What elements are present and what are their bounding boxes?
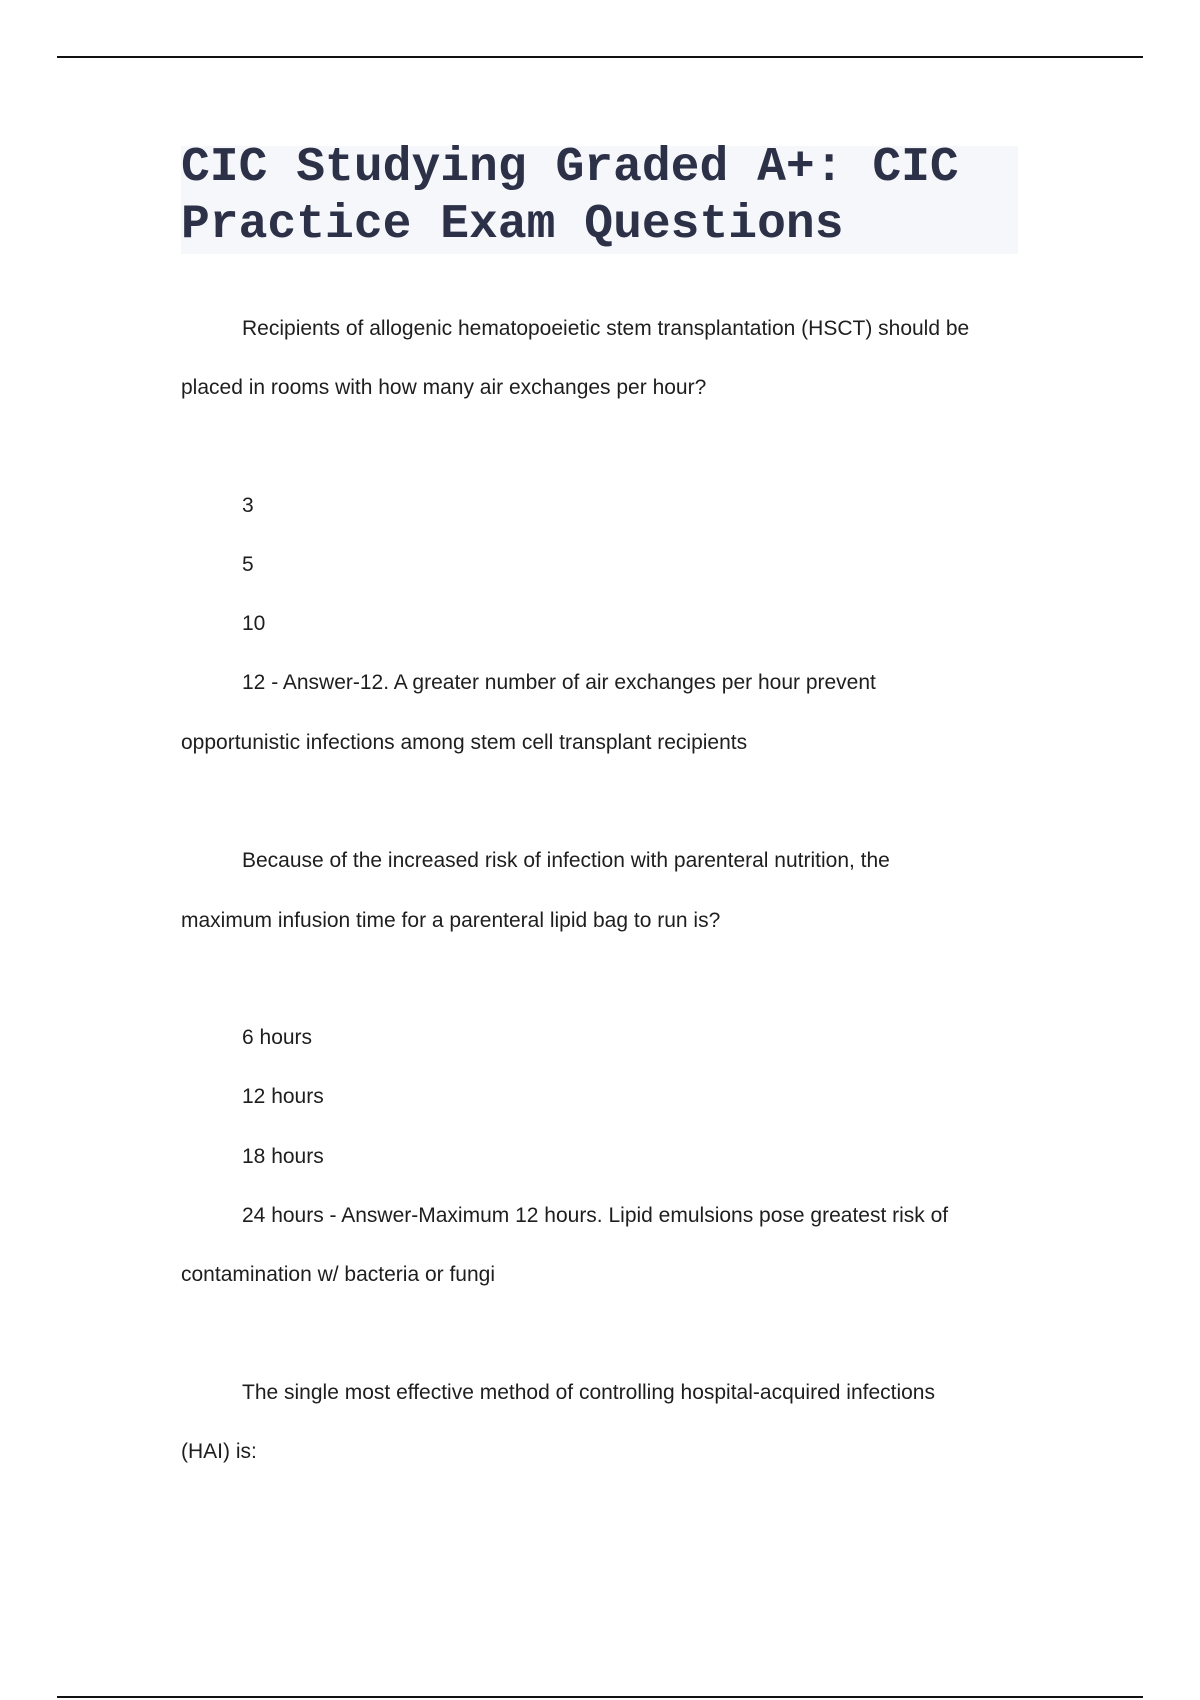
question-1-option-3: 10 bbox=[242, 612, 266, 635]
question-3-prompt-line-2: (HAI) is: bbox=[181, 1440, 257, 1463]
question-3-prompt-line-1: The single most effective method of controlling hospital-acquired infections bbox=[242, 1381, 935, 1404]
question-2-option-3: 18 hours bbox=[242, 1145, 324, 1168]
question-2-prompt-line-2: maximum infusion time for a parenteral lipid bag to run is? bbox=[181, 909, 721, 932]
question-2-answer-line-1: 24 hours - Answer-Maximum 12 hours. Lipid emulsions pose greatest risk of bbox=[242, 1204, 949, 1227]
title-line-1: CIC Studying Graded A+: CIC bbox=[181, 141, 959, 195]
question-2-prompt-line-1: Because of the increased risk of infection with parenteral nutrition, the bbox=[242, 849, 890, 872]
footer-rule bbox=[57, 1696, 1143, 1698]
header-rule bbox=[57, 56, 1143, 58]
question-1-option-2: 5 bbox=[242, 553, 254, 576]
question-1-option-1: 3 bbox=[242, 494, 254, 517]
question-2-option-1: 6 hours bbox=[242, 1026, 313, 1049]
question-2-option-2: 12 hours bbox=[242, 1085, 324, 1108]
question-1-answer-line-1: 12 - Answer-12. A greater number of air exchanges per hour prevent bbox=[242, 671, 876, 694]
question-1-answer-line-2: opportunistic infections among stem cell transplant recipients bbox=[181, 731, 748, 754]
document-title bbox=[181, 140, 1041, 254]
question-1-prompt-line-1: Recipients of allogenic hematopoeietic stem transplantation (HSCT) should be bbox=[242, 317, 970, 340]
question-2-answer-line-2: contamination w/ bacteria or fungi bbox=[181, 1263, 496, 1286]
title-line-2: Practice Exam Questions bbox=[181, 198, 844, 252]
question-1-prompt-line-2: placed in rooms with how many air exchanges per hour? bbox=[181, 376, 707, 399]
